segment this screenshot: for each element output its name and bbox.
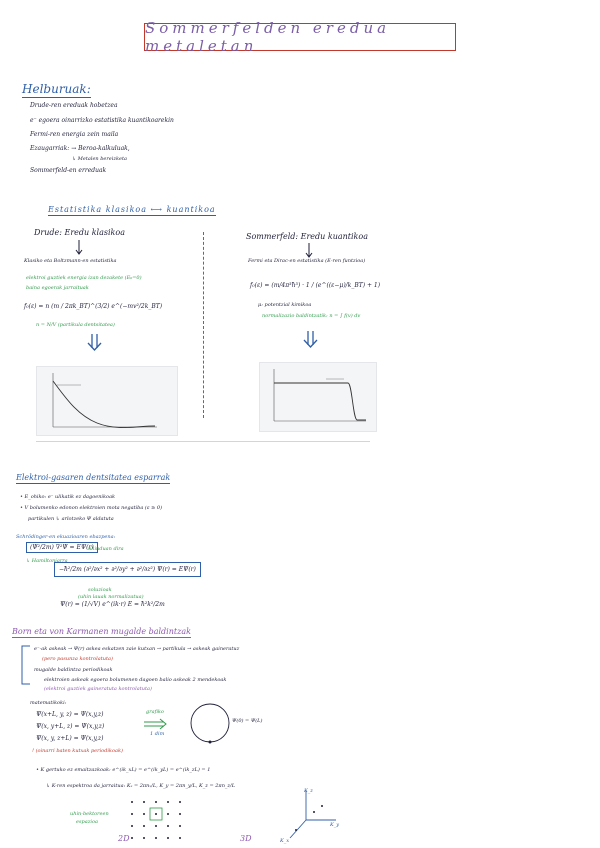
space-note-1: uhin-bektoreen	[70, 811, 109, 817]
bvk-item1-note: (pero pasunza kontrolatuta)	[42, 656, 113, 662]
helburuak-item-5: Sommerfeld-en erreduak	[30, 167, 107, 174]
bvk-heading: Born eta von Karmanen mugalde baldintzak	[12, 627, 191, 636]
circle-diagram	[188, 701, 232, 745]
down-arrow-icon	[304, 243, 314, 259]
label-3d: 3D	[240, 834, 252, 843]
uhin-lauak-note: (uhin lauak normalizatua)	[78, 594, 144, 600]
sommerfeld-green: normalizazio baldintzatik: n = ∫ f(v) dv	[262, 313, 361, 319]
helburuak-item-1: Drude-ren ereduak hobetzea	[30, 102, 118, 109]
warning-note: ! (oinarri baten kutxak periodikoak)	[32, 748, 123, 754]
k-line2: ↳ K-ren espektroa da jarraitua: Kₓ = 2πnₓ/L, K_y = 2πn_y/L, K_z = 2πn_z/L	[46, 783, 236, 789]
column-divider	[203, 232, 204, 418]
schrodinger-eq3: Ψ(r) = (1/√V) e^(ik·r) E = ħ²k²/2m	[60, 601, 165, 608]
double-down-arrow-icon	[86, 334, 104, 352]
schrodinger-eq2: −ħ²/2m (∂²/∂x² + ∂²/∂y² + ∂²/∂z²) Ψ(r) = EΨ(r)	[54, 562, 201, 577]
space-note-2: espazioa	[76, 819, 98, 825]
drude-plot	[36, 366, 178, 436]
helburuak-item-4: Ezaugarriak: → Beroa-kalkuluak,	[30, 145, 130, 152]
drude-line1: Klasiko eta Boltzmann-en estatistika	[24, 258, 117, 264]
sommerfeld-mu-line: μ: potentzial kimikoa	[258, 302, 312, 308]
elektroi-line1: • E_ohiko: e⁻ ulikatik ez dagoenikoak	[20, 494, 116, 500]
schrodinger-eq1-note: uhinduan dira	[88, 546, 124, 552]
helburuak-item-2: e⁻ egoera oinarrizko estatistika kuantikoarekin	[30, 117, 174, 124]
bvk-eq3: Ψ(x, y, z+L) = Ψ(x,y,z)	[36, 735, 104, 742]
title-box	[144, 19, 456, 55]
double-right-arrow-icon	[144, 718, 168, 730]
lattice-2d-diagram	[126, 796, 186, 842]
dim-label: 1 dim	[150, 731, 165, 737]
bvk-item1: e⁻-ak askeak → Ψ(r) askea eskatzen zaie kutxan → partikula → askeak gaineratuz	[34, 646, 240, 652]
soluzioak-note: soluzioak	[88, 587, 112, 593]
page-title: Sommerfelden eredua metaletan	[145, 19, 391, 55]
axis-kx-label: K_x	[280, 838, 290, 844]
sommerfeld-line1: Fermi eta Dirac-en estatistika (E-ren funtzioa)	[248, 258, 366, 264]
label-2d: 2D	[118, 834, 130, 843]
down-arrow-icon	[74, 240, 84, 256]
k-line: • K gertuko ez emaitzazkoak: e^(ik_xL) = e^(ik_yL) = e^(ik_zL) = 1	[36, 767, 211, 773]
bvk-eq1: Ψ(x+L, y, z) = Ψ(x,y,z)	[36, 711, 104, 718]
drude-formula2: n = N/V (partikula dentsitatea)	[36, 322, 115, 328]
sommerfeld-plot	[259, 362, 377, 432]
sommerfeld-title: Sommerfeld: Eredu kuantikoa	[246, 232, 368, 241]
bvk-item2: mugalde baldintza periodikoak	[34, 667, 113, 673]
estatistika-label: Estatistika klasikoa ⟷ kuantikoa	[48, 205, 216, 214]
axis-kz-label: K_z	[304, 788, 313, 794]
helburuak-heading: Helburuak:	[22, 82, 91, 96]
bvk-item2-note: (elektroi guztiek gaineratuta kontrolatuta)	[44, 686, 152, 692]
bracket-icon	[18, 644, 32, 688]
schrodinger-eq1: (Ψ²/2m) ∇²Ψ = EΨ(r)	[26, 542, 98, 553]
hamiltoniarra-note: ↳ Hamiltoniarra	[26, 558, 68, 564]
matematikoki-label: matematikoki:	[30, 700, 67, 706]
elektroi-heading: Elektroi-gasaren dentsitatea esparrak	[16, 473, 171, 482]
drude-formula: f₀(ε) = n (m / 2πk_BT)^(3/2) e^(−mv²/2k_BT)	[24, 303, 163, 310]
circle-label: Ψ(0) = Ψ(L)	[232, 718, 263, 724]
section-divider	[36, 441, 370, 442]
drude-green2: baina egoerak jarraituak	[26, 285, 89, 291]
helburuak-item-3: Fermi-ren energia zein maila	[30, 131, 119, 138]
double-down-arrow-icon	[301, 331, 321, 349]
helburuak-sub-item: ↳ Metalen bereizketa	[72, 156, 127, 162]
elektroi-line3: partikulen ↳ arlotzeko Ψ aldatuta	[28, 516, 114, 522]
drude-green1: elektroi guztiek energia izan dezakete (E₀=0)	[26, 275, 142, 281]
sommerfeld-formula: f₀(ε) = (m/4π³ħ³) · 1 / (e^((ε−μ)/k_BT) + 1)	[250, 282, 381, 289]
bvk-eq2: Ψ(x, y+L, z) = Ψ(x,y,z)	[36, 723, 105, 730]
grafiko-label: grafiko	[146, 709, 164, 715]
axes-3d-diagram	[282, 786, 342, 846]
schrodinger-label: Schrödinger-en ekuazioaren ebazpena:	[16, 534, 116, 540]
elektroi-line2: • V bolumenko edonon elektroien mota negatiba (ε ≥ 0)	[20, 505, 163, 511]
drude-title: Drude: Eredu klasikoa	[34, 228, 125, 237]
axis-ky-label: K_y	[330, 822, 340, 828]
bvk-item2a: elektroien askeak egoera bolumenen dagoen balio askeak 2 mendekoak	[44, 677, 227, 683]
